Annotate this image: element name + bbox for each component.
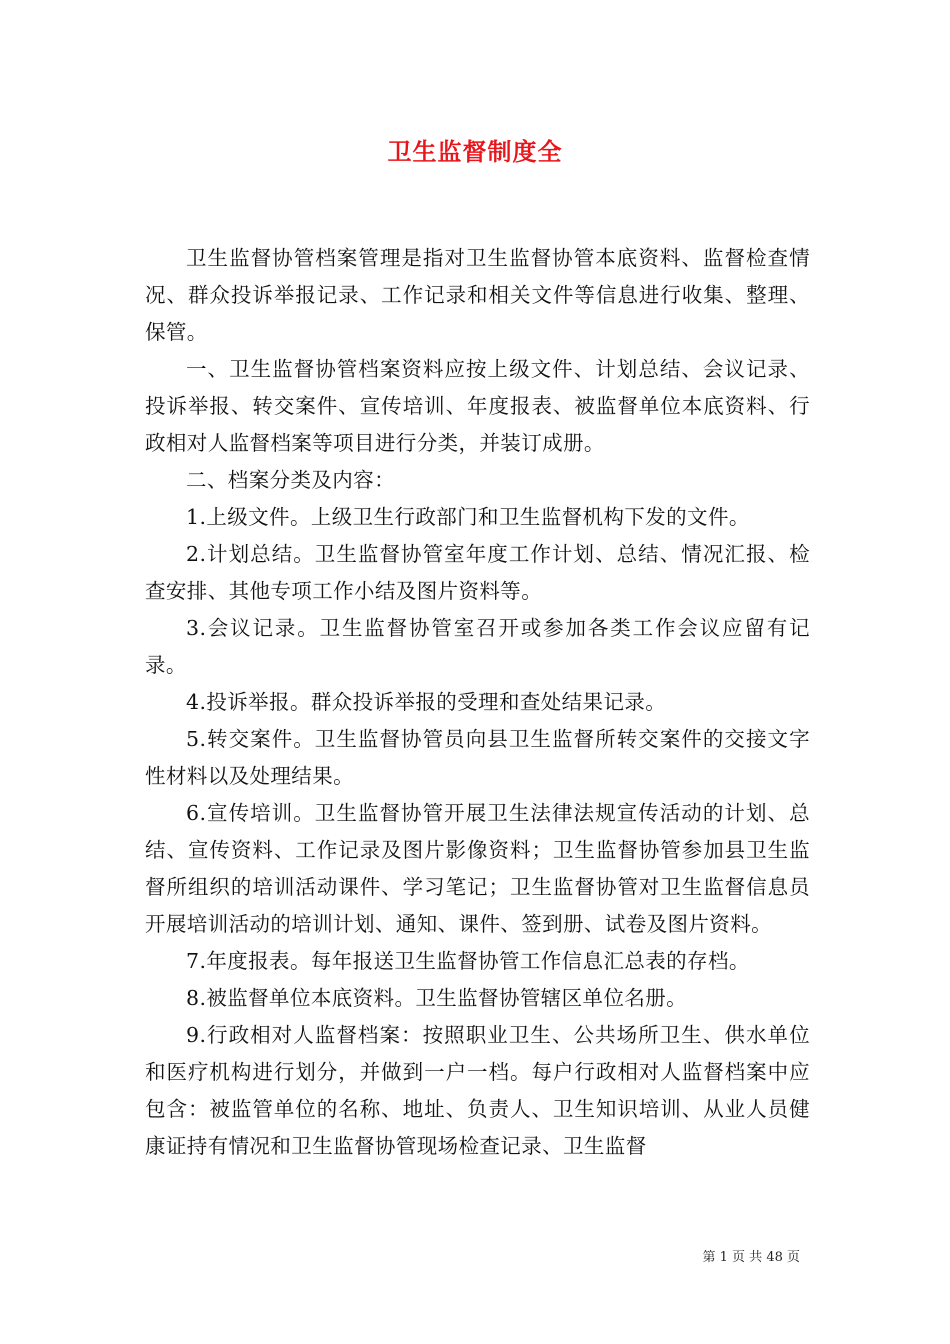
- paragraph-item-3: 3.会议记录。卫生监督协管室召开或参加各类工作会议应留有记录。: [145, 616, 810, 677]
- paragraph-item-7: 7.年度报表。每年报送卫生监督协管工作信息汇总表的存档。: [186, 949, 750, 973]
- paragraph-section-1: 一、卫生监督协管档案资料应按上级文件、计划总结、会议记录、投诉举报、转交案件、宣传培训、年度报表、被监督单位本底资料、行政相对人监督档案等项目进行分类，并装订成册。: [145, 357, 810, 455]
- paragraph-item-1: 1.上级文件。上级卫生行政部门和卫生监督机构下发的文件。: [186, 505, 750, 529]
- paragraph-section-2-heading: 二、档案分类及内容：: [186, 468, 395, 492]
- document-body: [145, 240, 810, 1165]
- paragraph-intro: 卫生监督协管档案管理是指对卫生监督协管本底资料、监督检查情况、群众投诉举报记录、工作记录和相关文件等信息进行收集、整理、保管。: [145, 246, 810, 344]
- paragraph-item-6: 6.宣传培训。卫生监督协管开展卫生法律法规宣传活动的计划、总结、宣传资料、工作记录及图片影像资料；卫生监督协管参加县卫生监督所组织的培训活动课件、学习笔记；卫生监督协管对卫生监督信息员开展培训活动的培训计划、通知、课件、签到册、试卷及图片资料。: [145, 801, 810, 936]
- paragraph-item-4: 4.投诉举报。群众投诉举报的受理和查处结果记录。: [186, 690, 667, 714]
- paragraph-item-8: 8.被监督单位本底资料。卫生监督协管辖区单位名册。: [186, 986, 688, 1010]
- paragraph-item-5: 5.转交案件。卫生监督协管员向县卫生监督所转交案件的交接文字性材料以及处理结果。: [145, 727, 810, 788]
- page-number-footer: 第 1 页 共 48 页: [702, 1250, 800, 1265]
- document-title: 卫生监督制度全: [387, 137, 563, 166]
- paragraph-item-2: 2.计划总结。卫生监督协管室年度工作计划、总结、情况汇报、检查安排、其他专项工作小结及图片资料等。: [145, 542, 810, 603]
- paragraph-item-9: 9.行政相对人监督档案：按照职业卫生、公共场所卫生、供水单位和医疗机构进行划分，并做到一户一档。每户行政相对人监督档案中应包含：被监管单位的名称、地址、负责人、卫生知识培训、从业人员健康证持有情况和卫生监督协管现场检查记录、卫生监督: [145, 1023, 810, 1158]
